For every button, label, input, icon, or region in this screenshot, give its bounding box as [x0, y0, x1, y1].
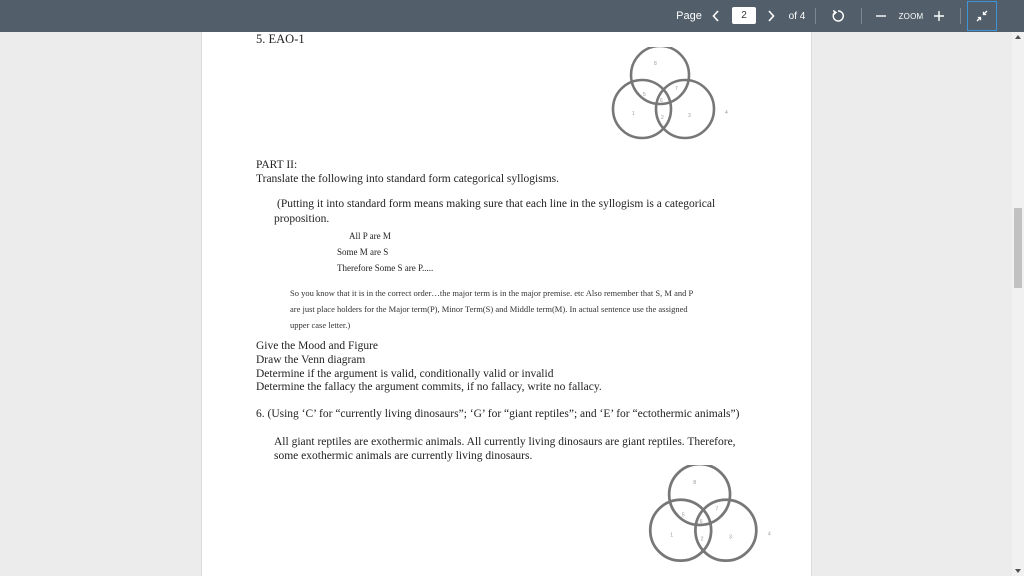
- page-count: of 4: [788, 10, 806, 22]
- previous-page-button[interactable]: [708, 0, 724, 32]
- venn-region-7: 7: [675, 86, 678, 92]
- task-item: Draw the Venn diagram: [256, 354, 366, 366]
- toolbar-divider: [960, 8, 961, 24]
- example-conclusion: Therefore Some S are P.....: [337, 263, 434, 273]
- venn-diagram-q6: [645, 465, 771, 565]
- chevron-left-icon: [712, 10, 720, 22]
- zoom-in-button[interactable]: [930, 0, 948, 32]
- example-premise: All P are M: [349, 231, 391, 241]
- question-5-heading: 5. EAO-1: [256, 32, 305, 46]
- next-page-button[interactable]: [763, 0, 779, 32]
- plus-icon: [934, 11, 944, 21]
- scroll-up-arrow-icon[interactable]: [1015, 35, 1021, 39]
- page-label: Page: [676, 10, 702, 22]
- note-line: proposition.: [274, 213, 330, 225]
- venn-region-7: 7: [715, 506, 719, 513]
- question-6-heading: 6. (Using ‘C’ for “currently living dinosaurs”; ‘G’ for “giant reptiles”; and ‘E’ for “ectothermic animals”): [256, 408, 740, 420]
- viewer-toolbar: [0, 0, 1024, 32]
- chevron-right-icon: [767, 10, 775, 22]
- note-line: (Putting it into standard form means making sure that each line in the syllogism is a categorical: [277, 198, 716, 210]
- tip-line: So you know that it is in the correct order…the major term is in the major premise. etc Also remember that S, M and P: [290, 288, 694, 298]
- zoom-out-button[interactable]: [872, 0, 890, 32]
- task-item: Give the Mood and Figure: [256, 340, 379, 352]
- rotate-icon: [831, 9, 845, 23]
- venn-region-6: 6: [699, 518, 703, 525]
- venn-region-1: 1: [670, 532, 674, 539]
- venn-region-8: 8: [693, 480, 697, 487]
- page-number-input[interactable]: [732, 7, 756, 24]
- toolbar-divider: [861, 8, 862, 24]
- zoom-label: ZOOM: [898, 11, 924, 21]
- venn-region-6: 6: [660, 98, 663, 104]
- tip-line: are just place holders for the Major term(P), Minor Term(S) and Middle term(M). In actual sentence use the assigned: [290, 304, 688, 314]
- question-6-text: some exothermic animals are currently living dinosaurs.: [274, 450, 533, 462]
- venn-region-2: 2: [661, 115, 664, 121]
- instruction-text: Translate the following into standard form categorical syllogisms.: [256, 173, 559, 185]
- vertical-scrollbar[interactable]: [1012, 32, 1024, 576]
- venn-region-3: 3: [688, 113, 691, 119]
- venn-region-4: 4: [767, 531, 771, 538]
- venn-diagram-q5: [608, 47, 728, 142]
- example-premise: Some M are S: [337, 247, 389, 257]
- question-6-text: All giant reptiles are exothermic animals. All currently living dinosaurs are giant reptiles. Therefore,: [274, 436, 736, 448]
- minus-icon: [876, 11, 886, 21]
- rotate-button[interactable]: [826, 0, 850, 32]
- venn-region-5: 5: [643, 92, 646, 98]
- task-item: Determine the fallacy the argument commits, if no fallacy, write no fallacy.: [256, 381, 602, 393]
- document-page: [201, 32, 812, 576]
- collapse-icon: [976, 10, 988, 22]
- exit-fullscreen-button[interactable]: [967, 1, 997, 31]
- venn-region-5: 5: [681, 512, 685, 519]
- scrollbar-thumb[interactable]: [1014, 208, 1022, 288]
- task-item: Determine if the argument is valid, conditionally valid or invalid: [256, 368, 554, 380]
- venn-region-2: 2: [700, 536, 704, 543]
- venn-region-4: 4: [725, 110, 728, 116]
- part-heading: PART II:: [256, 159, 298, 171]
- venn-region-8: 8: [654, 61, 657, 67]
- scroll-down-arrow-icon[interactable]: [1015, 569, 1021, 573]
- venn-region-1: 1: [632, 111, 635, 117]
- venn-region-3: 3: [729, 534, 732, 541]
- tip-line: upper case letter.): [290, 320, 351, 330]
- toolbar-divider: [815, 8, 816, 24]
